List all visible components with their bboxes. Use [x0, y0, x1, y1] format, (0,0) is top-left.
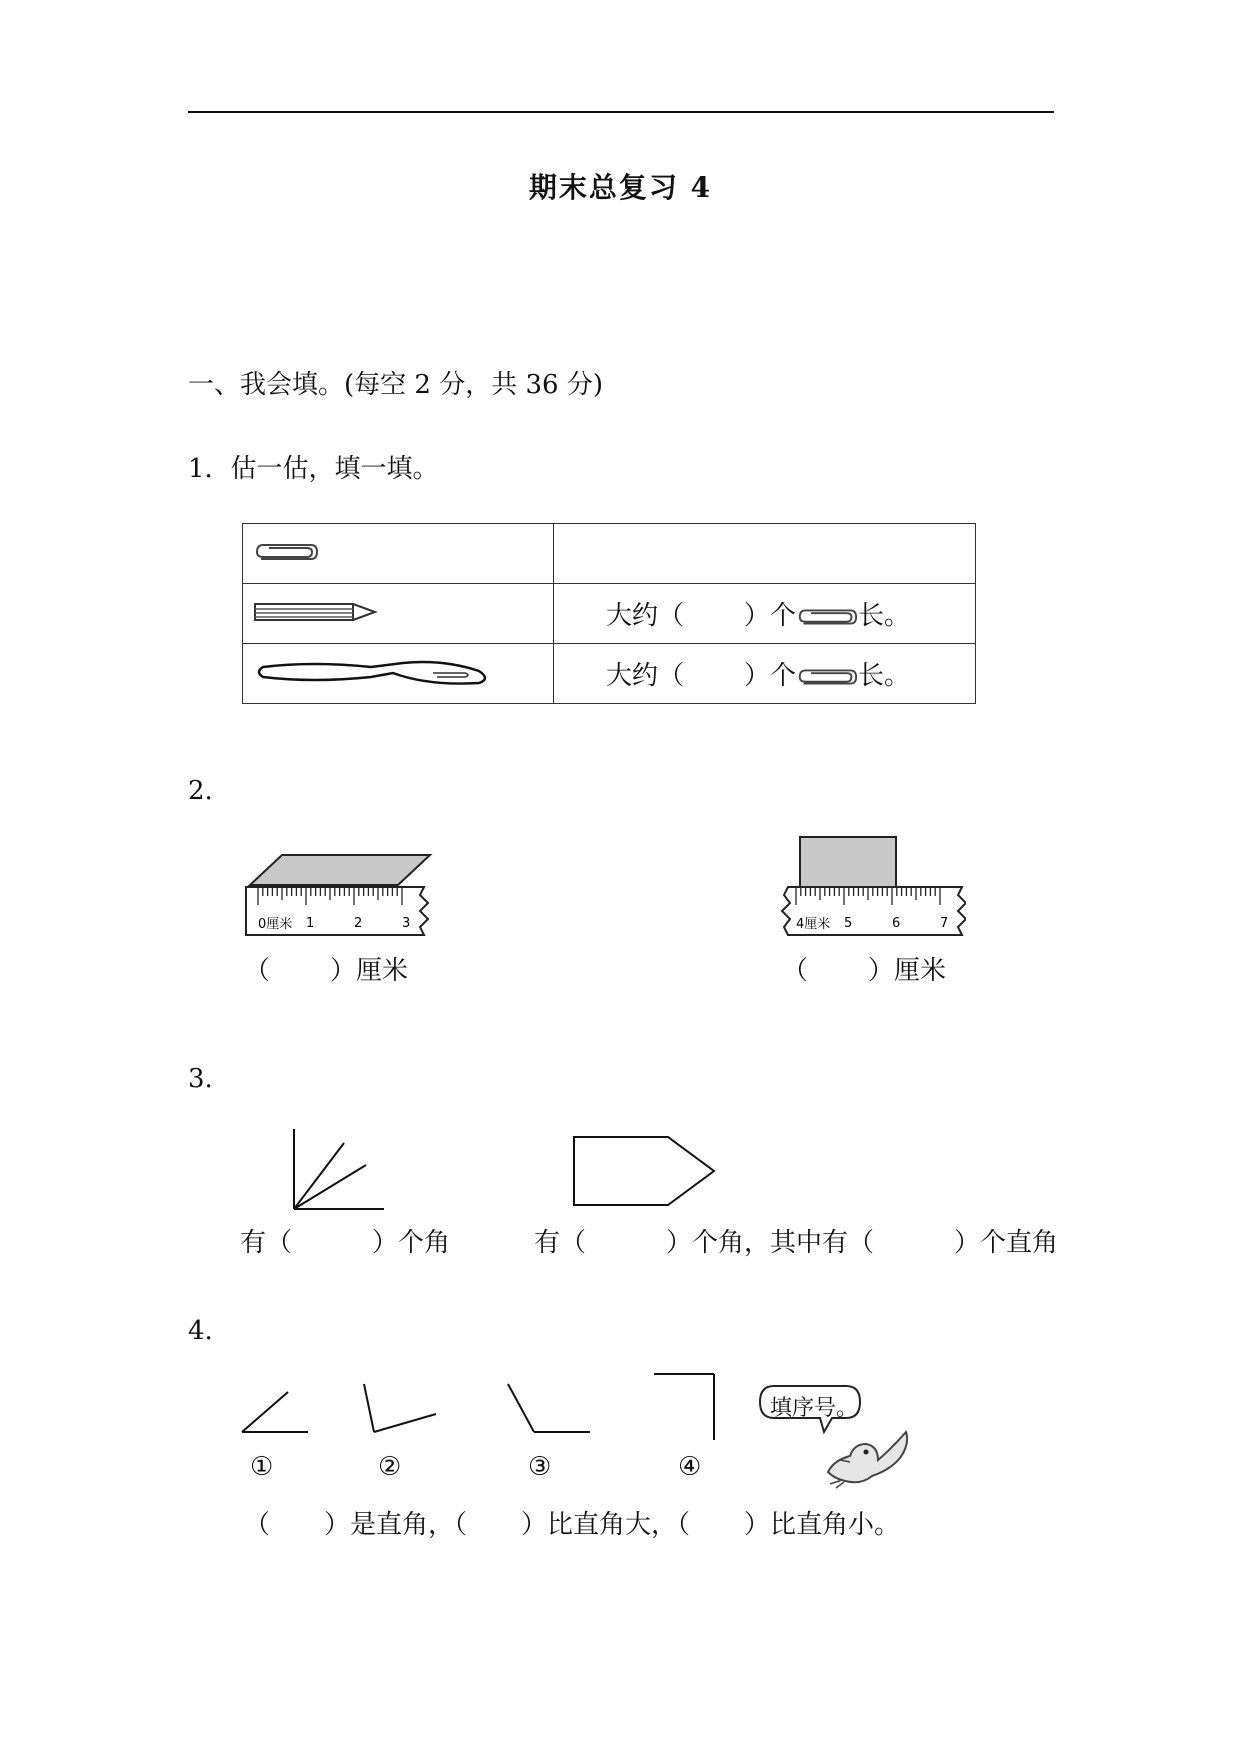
q1-text-after: 长。 — [858, 601, 911, 631]
ruler-figure-1 — [244, 845, 434, 941]
q4-label: 4. — [188, 1316, 213, 1346]
q1-text-before: 大约（ — [606, 661, 685, 691]
ruler-tick-label: 6 — [892, 916, 901, 931]
ruler-tick-label: 1 — [306, 916, 315, 931]
q3-answer-1 — [240, 1222, 450, 1259]
q1-table — [242, 523, 976, 704]
rays-angle-figure — [288, 1125, 388, 1215]
ruler-tick-label: 4厘米 — [796, 917, 831, 932]
ruler-tick-label: 2 — [354, 916, 363, 931]
q4-part: ）是直角，（ — [324, 1510, 468, 1540]
q3-close: ）个角 — [372, 1228, 451, 1258]
bird-icon — [820, 1420, 916, 1490]
ruler-tick-label: 0厘米 — [258, 917, 293, 932]
q3-mid: ）个角，其中有（ — [666, 1228, 875, 1258]
q4-part: ）比直角大，（ — [521, 1510, 691, 1540]
q3-label: 3. — [188, 1064, 213, 1094]
ruler-tick-label: 7 — [940, 916, 949, 931]
pentagon-figure — [570, 1133, 720, 1213]
q3-open: 有（ — [240, 1228, 293, 1258]
angle-label-1: ① — [250, 1452, 274, 1482]
q1-text-middle: ）个 — [744, 661, 797, 691]
table-row — [243, 584, 976, 644]
paren-open: （ — [782, 956, 809, 986]
angle-3 — [504, 1380, 592, 1440]
section-heading: 一、我会填。(每空 2 分，共 36 分) — [188, 370, 603, 400]
paperclip-icon — [796, 664, 858, 690]
speech-bubble-text: 填序号。 — [770, 1396, 859, 1421]
q4-part: ）比直角小。 — [744, 1510, 901, 1540]
angle-label-4: ④ — [678, 1452, 702, 1482]
angle-1 — [238, 1380, 310, 1440]
q2-answer-1 — [244, 950, 408, 987]
q1-item-cell — [243, 644, 554, 704]
q3-answer-2 — [534, 1222, 1058, 1259]
ruler-tick-label: 3 — [402, 916, 411, 931]
q3-close: ）个直角 — [954, 1228, 1059, 1258]
angle-2 — [360, 1378, 440, 1440]
ruler-tick-label: 5 — [844, 916, 853, 931]
pencil-icon — [253, 600, 379, 624]
paperclip-icon — [796, 604, 858, 630]
knife-icon — [253, 655, 493, 689]
q1-item-cell — [243, 584, 554, 644]
angle-label-3: ③ — [528, 1452, 552, 1482]
angle-label-2: ② — [378, 1452, 402, 1482]
table-row — [243, 644, 976, 704]
rectangle-shape — [800, 837, 896, 887]
q1-label: 1．估一估，填一填。 — [188, 454, 439, 484]
header-rule — [188, 111, 1054, 113]
table-row — [243, 524, 976, 584]
page-title: 期末总复习 4 — [528, 171, 713, 204]
q2-label: 2. — [188, 776, 213, 806]
q4-part: （ — [244, 1510, 271, 1540]
q1-text-middle: ）个 — [744, 601, 797, 631]
q1-text-before: 大约（ — [606, 601, 685, 631]
q1-text-after: 长。 — [858, 661, 911, 691]
q1-answer-cell — [554, 584, 976, 644]
paren-close-unit: ）厘米 — [868, 956, 947, 986]
paperclip-icon — [253, 539, 319, 565]
ruler-figure-2 — [776, 835, 966, 941]
q4-sentence — [244, 1504, 900, 1541]
paren-close-unit: ）厘米 — [330, 956, 409, 986]
q2-answer-2 — [782, 950, 946, 987]
q3-open: 有（ — [534, 1228, 587, 1258]
q1-item-cell — [243, 524, 554, 584]
q1-answer-cell — [554, 524, 976, 584]
parallelogram-shape — [250, 855, 430, 885]
paren-open: （ — [244, 956, 271, 986]
q1-answer-cell — [554, 644, 976, 704]
angle-4 — [652, 1370, 720, 1442]
